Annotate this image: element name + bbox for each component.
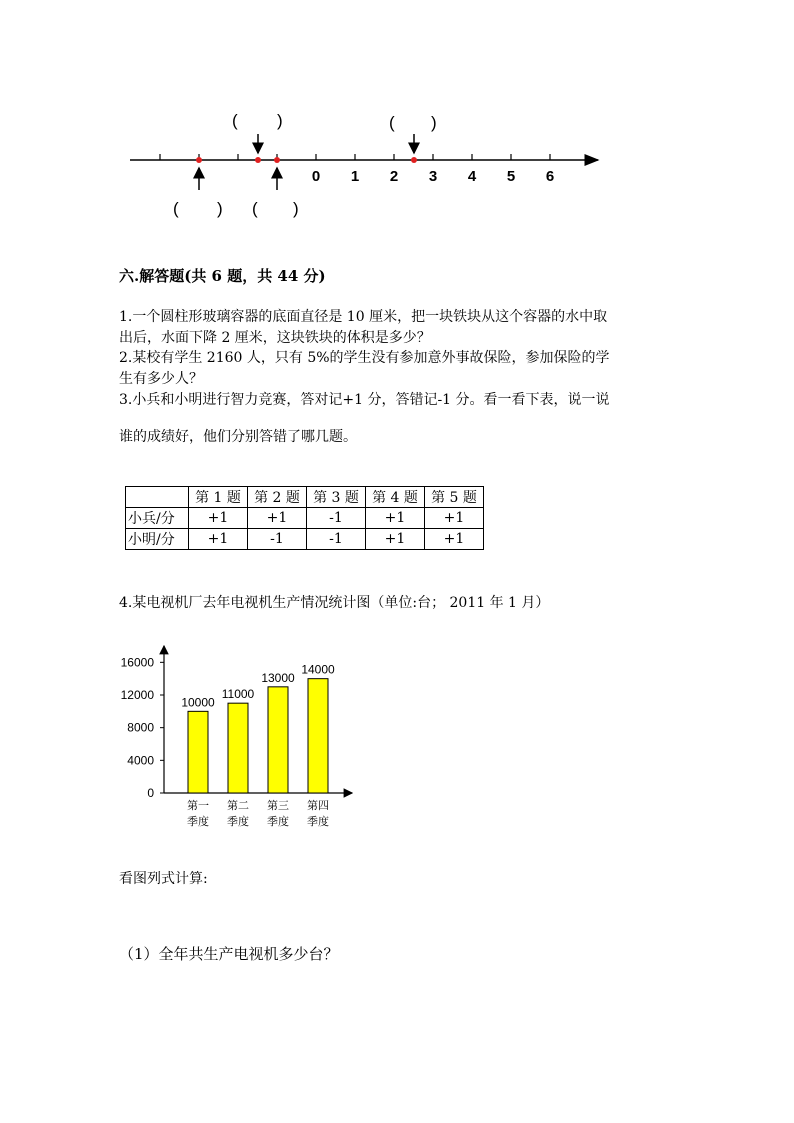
bar-value-label: 10000	[181, 695, 215, 710]
y-tick-label: 16000	[120, 655, 154, 670]
score-table-row	[126, 529, 484, 550]
question-2-line-2: 生有多少人？	[119, 371, 203, 387]
answer-blank-top-left: (	[232, 111, 238, 130]
number-line-label-6: 6	[545, 168, 555, 185]
score-table-row-name: 小兵/分	[126, 508, 189, 529]
answer-blank-top-right: (	[389, 113, 395, 132]
bar	[268, 687, 288, 793]
score-table-row	[126, 508, 484, 529]
score-cell: +1	[189, 529, 248, 550]
score-cell: +1	[189, 508, 248, 529]
score-cell: +1	[425, 529, 484, 550]
section-heading: 六.解答题(共 6 题，共 44 分)	[119, 267, 326, 285]
score-cell: -1	[307, 529, 366, 550]
x-tick-label: 第一	[187, 800, 209, 812]
sub-question-1: （1）全年共生产电视机多少台？	[119, 945, 339, 963]
number-line-label-1: 1	[350, 168, 360, 185]
x-tick-label: 第三	[267, 800, 289, 812]
score-cell: +1	[366, 508, 425, 529]
bar-value-label: 11000	[221, 687, 255, 702]
bar-value-label: 13000	[261, 670, 295, 685]
score-cell: +1	[248, 508, 307, 529]
question-2-line-1: 2.某校有学生 2160 人，只有 5%的学生没有参加意外事故保险，参加保险的学	[119, 350, 610, 366]
score-table-header: 第 4 题	[366, 487, 425, 508]
x-tick-label: 季度	[227, 816, 249, 828]
score-cell: +1	[366, 529, 425, 550]
x-tick-label: 季度	[187, 816, 209, 828]
score-cell: -1	[307, 508, 366, 529]
bar-chart	[110, 640, 370, 840]
number-line-ticks	[160, 154, 550, 160]
score-table-header-row	[126, 487, 484, 508]
question-1-line-1: 1.一个圆柱形玻璃容器的底面直径是 10 厘米，把一块铁块从这个容器的水中取	[119, 309, 608, 325]
score-cell: +1	[425, 508, 484, 529]
question-3-line-2: 谁的成绩好，他们分别答错了哪几题。	[119, 429, 357, 445]
question-1-line-2: 出后，水面下降 2 厘米，这块铁块的体积是多少？	[119, 330, 431, 346]
answer-blank-bottom-right: (	[252, 199, 258, 218]
bar	[228, 703, 248, 793]
x-tick-label: 第四	[307, 800, 329, 812]
number-line-diagram	[0, 100, 794, 225]
number-line-label-3: 3	[428, 168, 438, 185]
score-table	[125, 486, 484, 550]
svg-text:): )	[277, 111, 283, 130]
x-tick-label: 季度	[307, 816, 329, 828]
number-line-arrows	[199, 134, 414, 190]
y-tick-label: 8000	[127, 720, 154, 735]
score-table-row-name: 小明/分	[126, 529, 189, 550]
question-4-title: 4.某电视机厂去年电视机生产情况统计图（单位:台； 2011 年 1 月）	[119, 595, 550, 611]
score-cell: -1	[248, 529, 307, 550]
y-tick-label: 4000	[127, 753, 154, 768]
svg-text:): )	[431, 113, 437, 132]
svg-text:): )	[293, 199, 299, 218]
calc-prompt: 看图列式计算:	[119, 871, 208, 887]
x-tick-label: 第二	[227, 800, 249, 812]
number-line-label-4: 4	[467, 168, 477, 185]
question-3-line-1: 3.小兵和小明进行智力竞赛，答对记+1 分，答错记-1 分。看一看下表，说一说	[119, 392, 610, 408]
score-table-corner	[126, 487, 189, 508]
bar-value-label: 14000	[301, 662, 335, 677]
answer-blank-bottom-left: (	[173, 199, 179, 218]
svg-text:): )	[217, 199, 223, 218]
bar	[308, 679, 328, 793]
y-tick-label: 12000	[120, 688, 154, 702]
bar	[188, 711, 208, 793]
number-line-label-0: 0	[311, 168, 321, 185]
y-tick-label: 0	[147, 786, 154, 800]
score-table-header: 第 1 题	[189, 487, 248, 508]
score-table-header: 第 3 题	[307, 487, 366, 508]
x-tick-label: 季度	[267, 816, 289, 828]
score-table-header: 第 2 题	[248, 487, 307, 508]
number-line-label-2: 2	[389, 168, 399, 185]
number-line-label-5: 5	[506, 168, 516, 185]
score-table-header: 第 5 题	[425, 487, 484, 508]
